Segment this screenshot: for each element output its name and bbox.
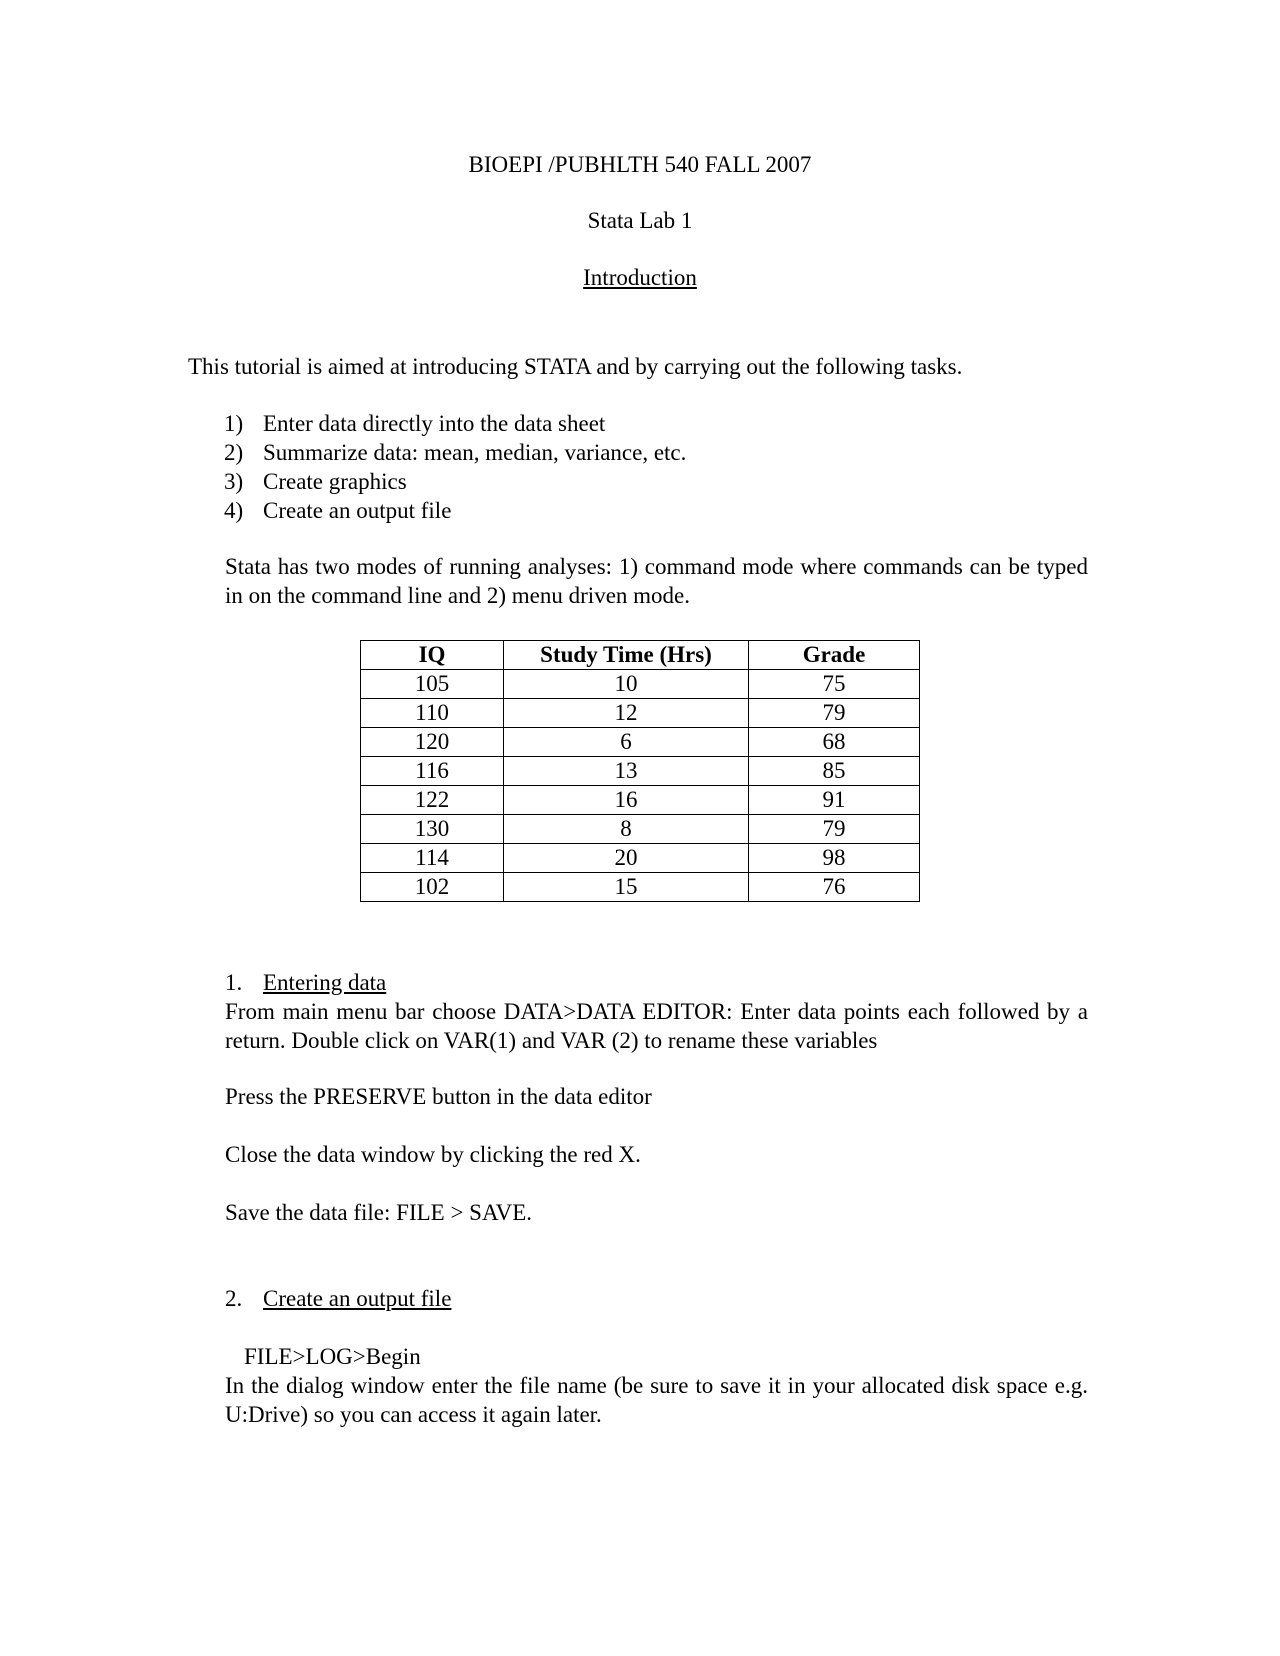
list-number: 2) (224, 440, 244, 465)
table-cell: 12 (504, 699, 749, 728)
list-item (224, 496, 686, 525)
table-row (361, 815, 920, 844)
column-header-grade: Grade (749, 641, 920, 670)
list-text: Enter data directly into the data sheet (263, 411, 606, 436)
table-cell: 114 (361, 844, 504, 873)
task-list (224, 409, 686, 525)
intro-paragraph: This tutorial is aimed at introducing STATA and by carrying out the following tasks. (188, 354, 963, 379)
table-cell: 16 (504, 786, 749, 815)
table-cell: 15 (504, 873, 749, 902)
table-cell: 116 (361, 757, 504, 786)
table-cell: 68 (749, 728, 920, 757)
log-command: FILE>LOG>Begin (244, 1344, 421, 1369)
list-number: 1) (224, 411, 244, 436)
list-number: 3) (224, 469, 244, 494)
table-cell: 8 (504, 815, 749, 844)
table-row (361, 728, 920, 757)
intro-heading-text: Introduction (583, 265, 697, 290)
table-row (361, 670, 920, 699)
table-row (361, 786, 920, 815)
list-item (224, 409, 686, 438)
table-row (361, 699, 920, 728)
section-title: Create an output file (263, 1286, 452, 1311)
modes-paragraph: Stata has two modes of running analyses: 1) command mode where commands can be typed in on the command line and 2) menu driven mode. (225, 554, 1088, 608)
section-1-heading (225, 968, 386, 997)
table-cell: 6 (504, 728, 749, 757)
table-cell: 79 (749, 815, 920, 844)
table-cell: 10 (504, 670, 749, 699)
data-table (360, 640, 920, 902)
list-number: 4) (224, 498, 244, 523)
course-title: BIOEPI /PUBHLTH 540 FALL 2007 (468, 152, 812, 177)
table-cell: 76 (749, 873, 920, 902)
intro-heading (0, 263, 1280, 292)
close-instruction: Close the data window by clicking the red X. (225, 1142, 641, 1167)
section-2-heading (225, 1284, 451, 1313)
table-cell: 98 (749, 844, 920, 873)
list-item (224, 438, 686, 467)
section-1-paragraph: From main menu bar choose DATA>DATA EDITOR: Enter data points each followed by a return. Double click on VAR(1) and VAR (2) to rename these variables (225, 999, 1088, 1053)
table-cell: 130 (361, 815, 504, 844)
table-cell: 105 (361, 670, 504, 699)
preserve-instruction: Press the PRESERVE button in the data editor (225, 1084, 652, 1109)
table-cell: 110 (361, 699, 504, 728)
list-text: Summarize data: mean, median, variance, etc. (263, 440, 687, 465)
table-cell: 79 (749, 699, 920, 728)
table-row (361, 844, 920, 873)
table-header-row (361, 641, 920, 670)
table-cell: 85 (749, 757, 920, 786)
table-cell: 91 (749, 786, 920, 815)
section-title: Entering data (263, 970, 387, 995)
column-header-study-time: Study Time (Hrs) (504, 641, 749, 670)
table-row (361, 873, 920, 902)
section-number: 2. (225, 1286, 243, 1311)
table-cell: 20 (504, 844, 749, 873)
table-cell: 120 (361, 728, 504, 757)
list-item (224, 467, 686, 496)
table-cell: 122 (361, 786, 504, 815)
save-instruction: Save the data file: FILE > SAVE. (225, 1200, 533, 1225)
table-cell: 102 (361, 873, 504, 902)
list-text: Create graphics (263, 469, 407, 494)
table-cell: 75 (749, 670, 920, 699)
table-row (361, 757, 920, 786)
section-number: 1. (225, 970, 243, 995)
column-header-iq: IQ (361, 641, 504, 670)
list-text: Create an output file (263, 498, 452, 523)
section-2-paragraph: In the dialog window enter the file name (be sure to save it in your allocated disk space e.g. U:Drive) so you can access it again later. (225, 1373, 1088, 1427)
table-cell: 13 (504, 757, 749, 786)
lab-title: Stata Lab 1 (587, 208, 693, 233)
